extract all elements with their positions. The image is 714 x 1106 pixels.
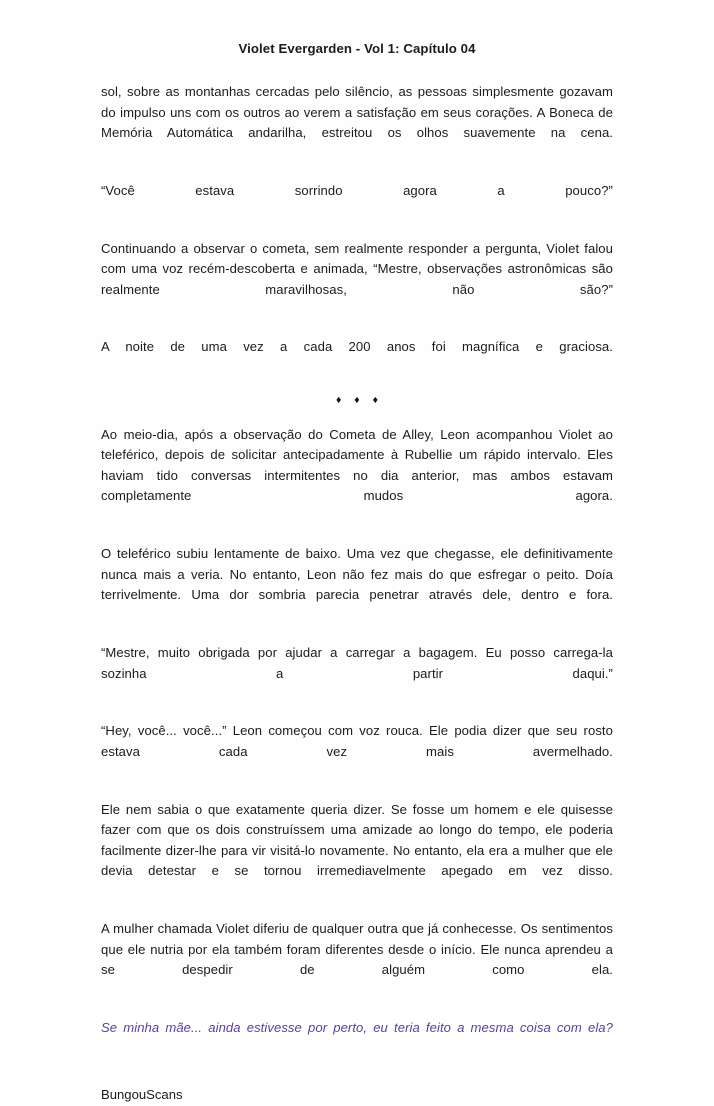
paragraph: A noite de uma vez a cada 200 anos foi magnífica e graciosa. <box>101 339 613 355</box>
paragraph: O teleférico subiu lentamente de baixo. Uma vez que chegasse, ele definitivamente nunca mais a veria. No entanto, Leon não fez mais do que esfregar o peito. Doía terrivelmente. Uma dor sombria parecia penetrar através dele, dentro e fora. <box>101 546 613 603</box>
paragraph: Ao meio-dia, após a observação do Cometa de Alley, Leon acompanhou Violet ao teleférico, depois de solicitar antecipadamente à Rubellie um rápido intervalo. Eles haviam tido conversas intermitentes no dia anterior, mas ambos estavam completamente mudos agora. <box>101 426 613 504</box>
paragraph: A mulher chamada Violet diferiu de qualquer outra que já conhecesse. Os sentimentos que ele nutria por ela também foram diferentes desde o início. Ele nunca aprendeu a se despedir de alguém como ela. <box>101 921 613 978</box>
paragraph: Ele nem sabia o que exatamente queria dizer. Se fosse um homem e ele quisesse fazer com que os dois construíssem uma amizade ao longo do tempo, ele poderia facilmente dizer-lhe para vir visitá-lo novamente. No entanto, ela era a mulher que ele devia detestar e se tornou irremediavelmente apegado em vez disso. <box>101 801 613 879</box>
scene-divider: ♦ ♦ ♦ <box>336 394 383 407</box>
paragraph-dialogue: “Você estava sorrindo agora a pouco?” <box>101 182 613 198</box>
scanlation-credit: BungouScans <box>101 1087 183 1103</box>
paragraph-dialogue: “Mestre, muito obrigada por ajudar a carregar a bagagem. Eu posso carrega-la sozinha a partir daqui.” <box>101 644 613 681</box>
paragraph-dialogue: “Hey, você... você...” Leon começou com voz rouca. Ele podia dizer que seu rosto estava cada vez mais avermelhado. <box>101 723 613 759</box>
document-body <box>101 82 613 1106</box>
paragraph: sol, sobre as montanhas cercadas pelo silêncio, as pessoas simplesmente gozavam do impulso uns com os outros ao verem a satisfação em seus corações. A Boneca de Memória Automática andarilha, estreitou os olhos suavemente na cena. <box>101 84 613 141</box>
page-title: Violet Evergarden - Vol 1: Capítulo 04 <box>238 41 476 56</box>
paragraph: Continuando a observar o cometa, sem realmente responder a pergunta, Violet falou com uma voz recém-descoberta e animada, “Mestre, observações astronômicas são realmente maravilhosas, não são?” <box>101 240 613 297</box>
paragraph-inner-thought: Se minha mãe... ainda estivesse por perto, eu teria feito a mesma coisa com ela? <box>101 1019 613 1035</box>
